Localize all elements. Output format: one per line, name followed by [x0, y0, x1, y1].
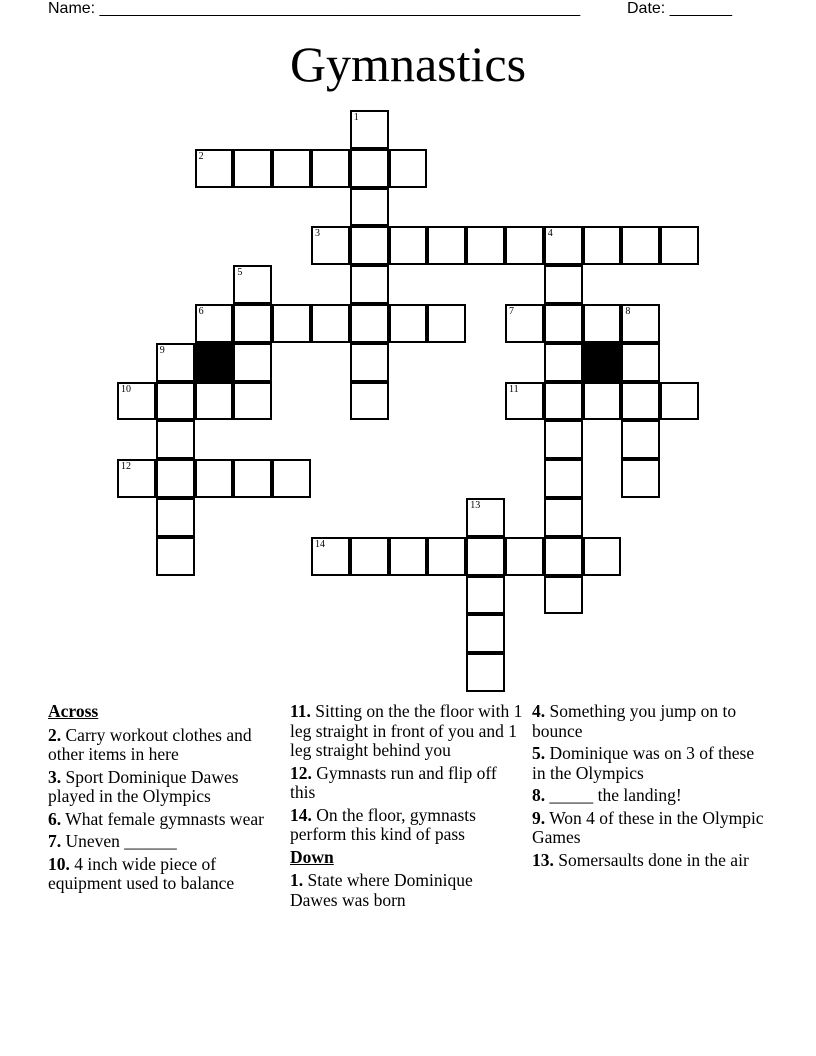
grid-cell[interactable] — [466, 614, 505, 653]
clue-down-4 — [532, 702, 768, 741]
clue-across-10 — [48, 855, 282, 894]
grid-cell[interactable] — [389, 304, 428, 343]
cell-number: 5 — [237, 267, 243, 279]
grid-cell[interactable] — [544, 304, 583, 343]
clue-number: 5. — [532, 743, 546, 763]
grid-cell[interactable] — [505, 382, 544, 421]
grid-cell[interactable] — [466, 576, 505, 615]
grid-cell[interactable] — [156, 382, 195, 421]
grid-cell[interactable] — [311, 226, 350, 265]
clue-number: 10. — [48, 853, 70, 874]
name-field-line: Name: ______________________________________________________ — [48, 0, 581, 17]
clue-across-3 — [48, 768, 282, 807]
grid-cell[interactable] — [505, 537, 544, 576]
grid-cell[interactable] — [621, 382, 660, 421]
grid-cell[interactable] — [195, 459, 234, 498]
down-heading: Down — [290, 846, 334, 867]
across-heading: Across — [48, 701, 99, 721]
clue-text: 4 inch wide piece of equipment used to balance — [48, 853, 235, 893]
grid-cell[interactable] — [544, 343, 583, 382]
grid-cell[interactable] — [466, 653, 505, 692]
grid-cell[interactable] — [233, 149, 272, 188]
grid-cell[interactable] — [466, 537, 505, 576]
clue-text: Dominique was on 3 of these in the Olympics — [532, 743, 755, 783]
clue-column-1 — [48, 702, 282, 897]
grid-cell[interactable] — [272, 149, 311, 188]
grid-cell[interactable] — [156, 498, 195, 537]
grid-cell[interactable] — [466, 226, 505, 265]
grid-cell[interactable] — [350, 110, 389, 149]
grid-cell[interactable] — [233, 304, 272, 343]
clue-text: Won 4 of these in the Olympic Games — [532, 807, 764, 847]
grid-cell[interactable] — [195, 304, 234, 343]
clue-text: Somersaults done in the air — [558, 849, 749, 870]
grid-cell[interactable] — [544, 382, 583, 421]
grid-cell[interactable] — [621, 459, 660, 498]
grid-cell[interactable] — [156, 537, 195, 576]
clue-text: Sport Dominique Dawes played in the Olympics — [48, 766, 239, 806]
cell-number: 8 — [625, 306, 631, 317]
cell-number: 7 — [509, 306, 514, 317]
clue-number: 11. — [290, 701, 311, 721]
grid-cell[interactable] — [311, 537, 350, 576]
cell-number: 10 — [121, 383, 131, 395]
grid-cell[interactable] — [117, 382, 156, 421]
blocked-cell — [195, 343, 234, 382]
cell-number: 11 — [509, 383, 519, 395]
grid-cell[interactable] — [350, 265, 389, 304]
grid-cell[interactable] — [544, 459, 583, 498]
cell-number: 1 — [353, 112, 359, 123]
clue-number: 7. — [48, 831, 62, 851]
cell-number: 3 — [315, 228, 320, 240]
grid-cell[interactable] — [621, 420, 660, 459]
grid-cell[interactable] — [117, 459, 156, 498]
clue-down-8 — [532, 786, 768, 806]
grid-cell[interactable] — [583, 382, 622, 421]
grid-cell[interactable] — [544, 498, 583, 537]
grid-cell[interactable] — [195, 382, 234, 421]
cell-number: 13 — [470, 500, 481, 511]
grid-cell[interactable] — [389, 226, 428, 265]
clue-across-6 — [48, 810, 282, 830]
clue-text: What female gymnasts wear — [65, 808, 264, 829]
grid-cell[interactable] — [272, 459, 311, 498]
grid-cell[interactable] — [350, 304, 389, 343]
clue-across-7 — [48, 832, 282, 852]
grid-cell[interactable] — [389, 537, 428, 576]
clue-across-14 — [290, 806, 524, 845]
grid-cell[interactable] — [233, 265, 272, 304]
clue-text: On the floor, gymnasts perform this kind of pass — [290, 804, 476, 844]
clue-number: 1. — [290, 870, 304, 890]
grid-cell[interactable] — [350, 343, 389, 382]
grid-cell[interactable] — [350, 188, 389, 227]
clue-down-5 — [532, 744, 768, 783]
page-title: Gymnastics — [289, 36, 527, 92]
grid-cell[interactable] — [544, 537, 583, 576]
cell-number: 6 — [198, 306, 204, 317]
clue-number: 13. — [532, 849, 554, 870]
cell-number: 14 — [315, 538, 325, 550]
clue-text: Carry workout clothes and other items in here — [48, 724, 252, 764]
clue-number: 8. — [532, 785, 546, 805]
grid-cell[interactable] — [156, 343, 195, 382]
clue-down-9 — [532, 809, 768, 848]
grid-cell[interactable] — [427, 537, 466, 576]
clue-across-11 — [290, 702, 524, 761]
grid-cell[interactable] — [660, 382, 699, 421]
clue-text: Something you jump on to bounce — [532, 701, 737, 741]
grid-cell[interactable] — [233, 343, 272, 382]
clue-column-3 — [532, 702, 768, 873]
grid-cell[interactable] — [660, 226, 699, 265]
clue-down-1 — [290, 871, 524, 910]
grid-cell[interactable] — [272, 304, 311, 343]
grid-cell[interactable] — [233, 382, 272, 421]
clue-across-2 — [48, 726, 282, 765]
clue-text: Gymnasts run and flip off this — [290, 762, 497, 802]
grid-cell[interactable] — [156, 459, 195, 498]
grid-cell[interactable] — [311, 304, 350, 343]
grid-cell[interactable] — [544, 265, 583, 304]
grid-cell[interactable] — [156, 420, 195, 459]
grid-cell[interactable] — [544, 576, 583, 615]
grid-cell[interactable] — [621, 226, 660, 265]
clue-number: 14. — [290, 804, 312, 825]
grid-cell[interactable] — [427, 304, 466, 343]
clue-number: 3. — [48, 766, 62, 787]
grid-cell[interactable] — [195, 149, 234, 188]
grid-cell[interactable] — [583, 226, 622, 265]
grid-cell[interactable] — [233, 459, 272, 498]
clue-number: 12. — [290, 762, 312, 783]
grid-cell[interactable] — [311, 149, 350, 188]
clue-text: _____ the landing! — [549, 785, 682, 805]
grid-cell[interactable] — [621, 343, 660, 382]
clue-text: Uneven ______ — [65, 831, 177, 851]
grid-cell[interactable] — [505, 304, 544, 343]
cell-number: 9 — [159, 344, 165, 356]
date-field-line: Date: _______ — [627, 0, 732, 17]
grid-cell[interactable] — [389, 149, 428, 188]
grid-cell[interactable] — [544, 226, 583, 265]
grid-cell[interactable] — [466, 498, 505, 537]
clue-number: 6. — [48, 808, 62, 829]
grid-cell[interactable] — [544, 420, 583, 459]
grid-cell[interactable] — [505, 226, 544, 265]
grid-cell[interactable] — [583, 537, 622, 576]
cell-number: 12 — [121, 461, 131, 473]
clue-column-2 — [290, 702, 524, 913]
clue-down-13 — [532, 851, 768, 871]
grid-cell[interactable] — [350, 537, 389, 576]
grid-cell[interactable] — [350, 382, 389, 421]
cell-number: 2 — [198, 150, 204, 162]
grid-cell[interactable] — [621, 304, 660, 343]
clue-text: State where Dominique Dawes was born — [290, 870, 473, 910]
cell-number: 4 — [547, 228, 553, 240]
grid-cell[interactable] — [427, 226, 466, 265]
clue-number: 4. — [532, 701, 546, 721]
clue-number: 2. — [48, 724, 62, 745]
blocked-cell — [583, 343, 622, 382]
clue-text: Sitting on the the floor with 1 leg straight in front of you and 1 leg straight behind you — [290, 701, 523, 760]
grid-cell[interactable] — [350, 226, 389, 265]
grid-cell[interactable] — [350, 149, 389, 188]
clue-number: 9. — [532, 807, 546, 828]
clue-across-12 — [290, 764, 524, 803]
grid-cell[interactable] — [583, 304, 622, 343]
